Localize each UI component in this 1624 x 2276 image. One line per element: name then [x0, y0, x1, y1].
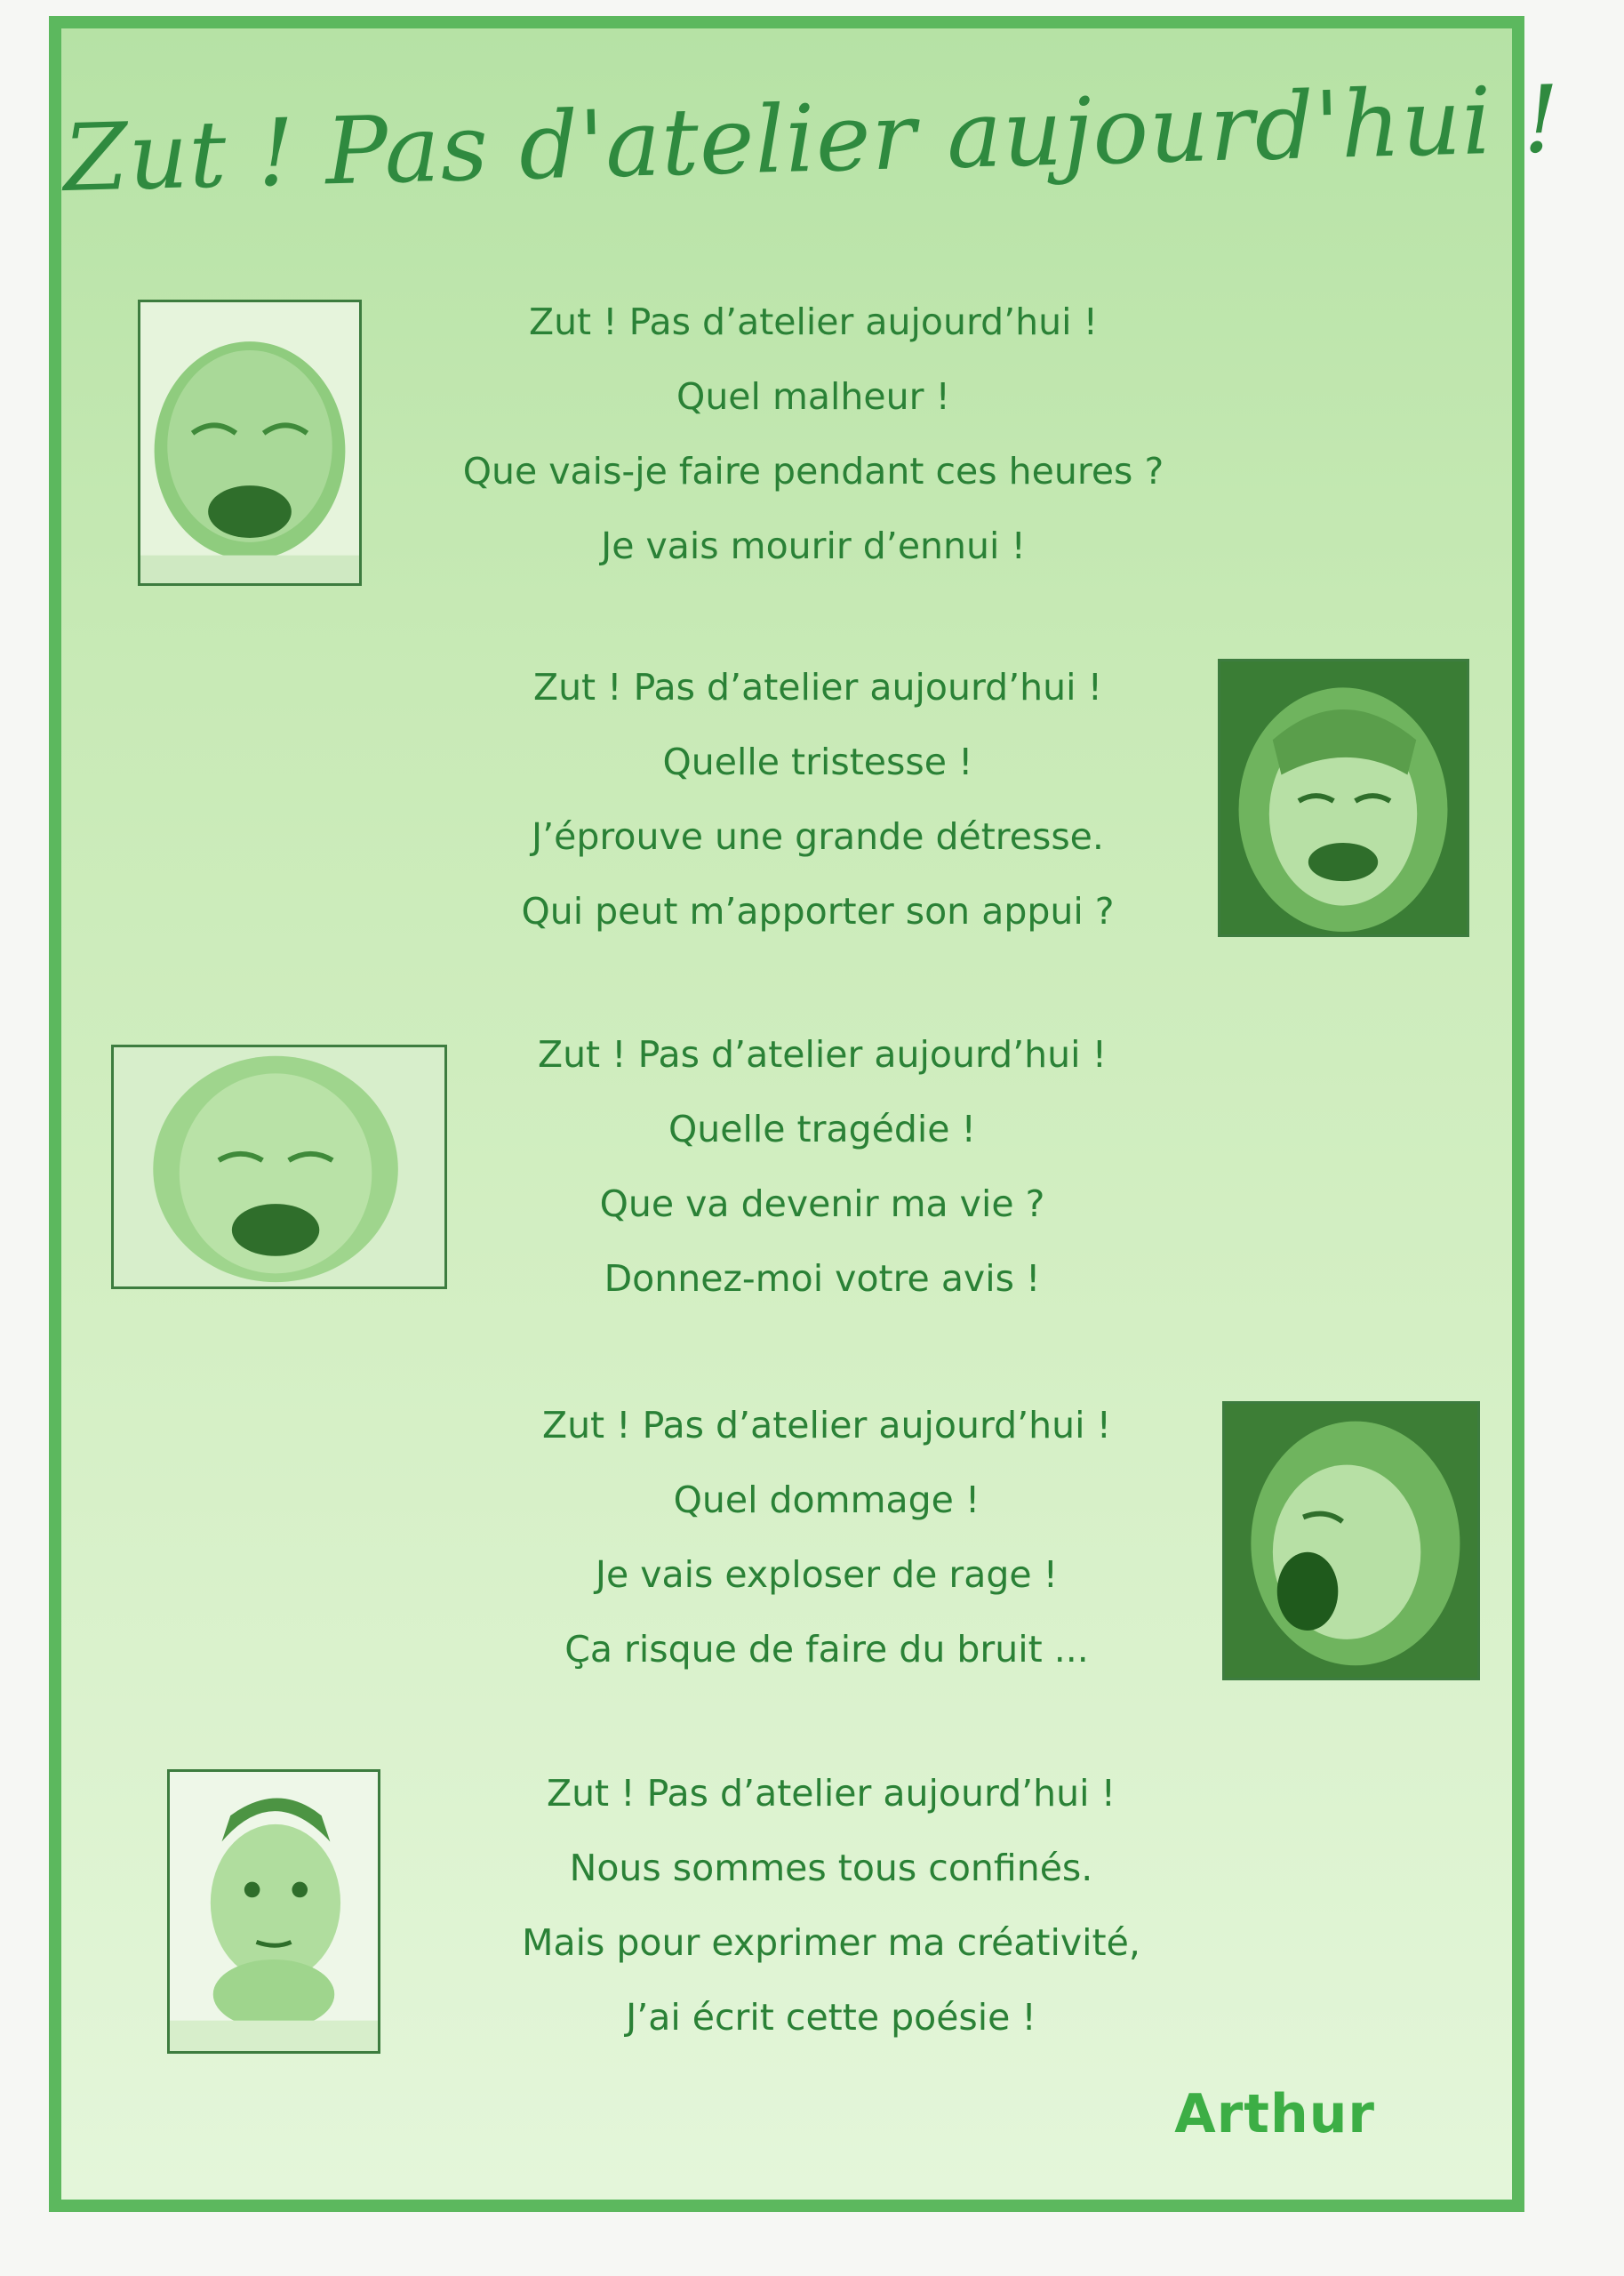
stanza-line: Qui peut m’apporter son appui ? — [521, 890, 1115, 933]
author-signature: Arthur — [1174, 2083, 1375, 2145]
stanza-line: Quelle tragédie ! — [668, 1108, 976, 1150]
stanza-3 — [378, 1017, 1267, 1316]
screaming-child-photo — [1222, 1401, 1480, 1680]
stanza-line: Que vais-je faire pendant ces heures ? — [462, 450, 1164, 493]
stanza-line: Nous sommes tous confinés. — [569, 1847, 1093, 1889]
stanza-line: Zut ! Pas d’atelier aujourd’hui ! — [532, 666, 1103, 709]
stanza-line: Quel dommage ! — [673, 1479, 980, 1521]
stanza-line: Mais pour exprimer ma créativité, — [522, 1921, 1140, 1964]
stanza-line: Donnez-moi votre avis ! — [604, 1257, 1041, 1300]
stanza-4 — [382, 1388, 1271, 1687]
poem-title: Zut ! Pas d'atelier aujourd'hui ! — [61, 64, 1563, 213]
crying-baby-photo — [138, 300, 362, 586]
stanza-line: Je vais exploser de rage ! — [595, 1553, 1059, 1596]
stanza-line: J’éprouve une grande détresse. — [532, 815, 1104, 858]
stanza-line: Je vais mourir d’ennui ! — [601, 525, 1026, 567]
stanza-line: Zut ! Pas d’atelier aujourd’hui ! — [541, 1404, 1112, 1447]
stanza-line: Zut ! Pas d’atelier aujourd’hui ! — [537, 1033, 1108, 1076]
stanza-line: Zut ! Pas d’atelier aujourd’hui ! — [546, 1772, 1116, 1815]
thinking-boy-photo — [167, 1769, 380, 2054]
stanza-line: Quel malheur ! — [676, 375, 950, 418]
stanza-2 — [373, 650, 1262, 949]
stanza-5 — [387, 1756, 1276, 2055]
stanza-line: Quelle tristesse ! — [662, 741, 973, 783]
stanza-line: Que va devenir ma vie ? — [599, 1182, 1045, 1225]
crying-girl-photo — [1218, 659, 1469, 937]
stanza-1 — [369, 284, 1258, 583]
stanza-line: Zut ! Pas d’atelier aujourd’hui ! — [528, 301, 1099, 343]
stanza-line: Ça risque de faire du bruit ... — [564, 1628, 1089, 1671]
stanza-line: J’ai écrit cette poésie ! — [626, 1996, 1036, 2039]
